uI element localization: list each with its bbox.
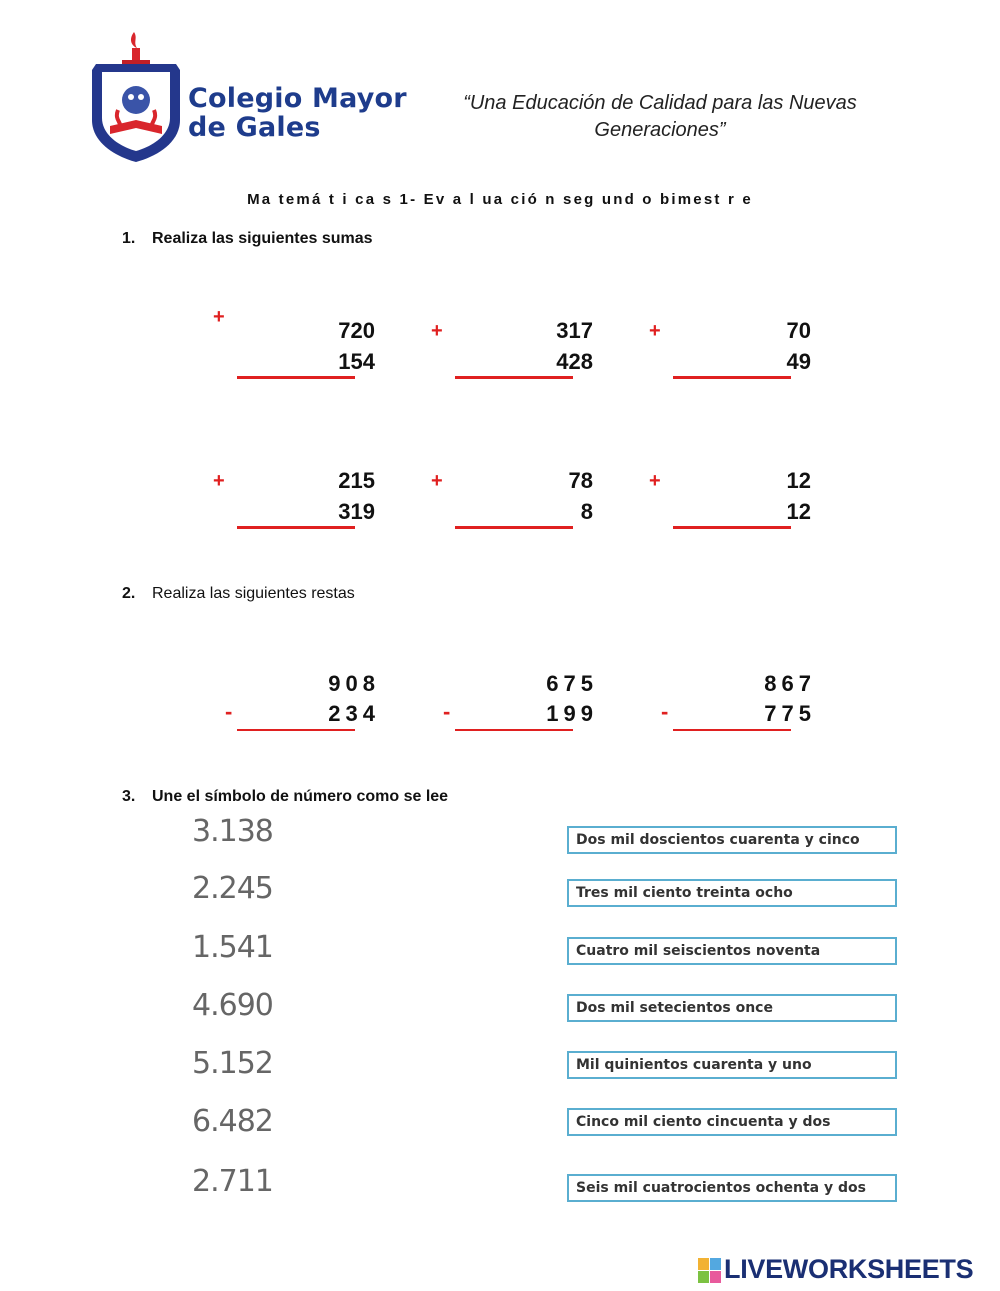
- sum-operation-6[interactable]: [649, 468, 856, 538]
- result-line: [673, 526, 791, 529]
- motto-line1: “Una Educación de Calidad para las Nuevas: [463, 92, 857, 114]
- number-words-box[interactable]: Cinco mil ciento cincuenta y dos: [567, 1108, 897, 1136]
- number-words-box[interactable]: Mil quinientos cuarenta y uno: [567, 1051, 897, 1079]
- result-line: [673, 376, 791, 379]
- question-3-title: [122, 788, 448, 806]
- result-line: [237, 376, 355, 379]
- question-1-number: 1.: [122, 230, 136, 247]
- school-motto: [420, 90, 900, 144]
- minuend: 867: [764, 671, 816, 696]
- addend-bottom: 319: [338, 499, 375, 524]
- plus-sign: +: [213, 470, 225, 492]
- addend-top: 720: [338, 318, 375, 343]
- addend-top: 12: [786, 468, 811, 493]
- plus-sign: +: [431, 320, 443, 342]
- number-symbol-item[interactable]: 2.245: [192, 871, 273, 906]
- liveworksheets-icon: [698, 1258, 722, 1284]
- result-line: [455, 376, 573, 379]
- number-symbol-item[interactable]: 6.482: [192, 1104, 273, 1139]
- subtraction-operation-1[interactable]: [220, 671, 420, 741]
- question-3-number: 3.: [122, 788, 136, 805]
- result-line: [673, 729, 791, 731]
- school-name-line2: de Gales: [188, 112, 321, 143]
- addend-top: 317: [556, 318, 593, 343]
- plus-sign: +: [431, 470, 443, 492]
- subtraction-operation-2[interactable]: [438, 671, 638, 741]
- addend-bottom: 12: [786, 499, 811, 524]
- minuend: 908: [328, 671, 380, 696]
- minus-sign: -: [443, 699, 451, 724]
- subtrahend: 199: [546, 701, 598, 726]
- question-3-text: Une el símbolo de número como se lee: [152, 788, 449, 805]
- addend-bottom: 154: [338, 349, 375, 374]
- result-line: [237, 729, 355, 731]
- evaluation-title: Ma temá t i ca s 1- Ev a l ua ció n seg und o bimest r e: [247, 191, 753, 208]
- liveworksheets-wordmark: LIVEWORKSHEETS: [724, 1254, 974, 1284]
- question-1-text: Realiza las siguientes sumas: [152, 230, 373, 247]
- liveworksheets-brand[interactable]: [698, 1254, 998, 1288]
- result-line: [455, 526, 573, 529]
- subtraction-operation-3[interactable]: [656, 671, 856, 741]
- minus-sign: -: [225, 699, 233, 724]
- number-symbol-item[interactable]: 1.541: [192, 930, 273, 965]
- addend-top: 70: [786, 318, 811, 343]
- addend-top: 215: [338, 468, 375, 493]
- number-symbol-item[interactable]: 4.690: [192, 988, 273, 1023]
- number-words-box[interactable]: Seis mil cuatrocientos ochenta y dos: [567, 1174, 897, 1202]
- question-2-text: Realiza las siguientes restas: [152, 585, 355, 602]
- number-symbol-item[interactable]: 3.138: [192, 814, 273, 849]
- addend-bottom: 428: [556, 349, 593, 374]
- number-words-box[interactable]: Dos mil setecientos once: [567, 994, 897, 1022]
- number-words-box[interactable]: Cuatro mil seiscientos noventa: [567, 937, 897, 965]
- number-symbol-item[interactable]: 5.152: [192, 1046, 273, 1081]
- addend-bottom: 49: [786, 349, 811, 374]
- addend-bottom: 8: [580, 499, 593, 524]
- question-1-title: [122, 230, 373, 248]
- number-words-box[interactable]: Dos mil doscientos cuarenta y cinco: [567, 826, 897, 854]
- question-2-number: 2.: [122, 585, 136, 602]
- subtrahend: 775: [764, 701, 816, 726]
- number-symbol-item[interactable]: 2.711: [192, 1164, 273, 1199]
- result-line: [455, 729, 573, 731]
- sum-operation-2[interactable]: [431, 318, 638, 388]
- plus-sign: +: [213, 306, 225, 328]
- motto-line2: Generaciones”: [594, 119, 726, 141]
- question-2-title: [122, 585, 355, 603]
- addend-top: 78: [568, 468, 593, 493]
- minus-sign: -: [661, 699, 669, 724]
- plus-sign: +: [649, 470, 661, 492]
- subtrahend: 234: [328, 701, 380, 726]
- number-words-box[interactable]: Tres mil ciento treinta ocho: [567, 879, 897, 907]
- school-name: [188, 84, 407, 142]
- sum-operation-5[interactable]: [431, 468, 638, 538]
- minuend: 675: [546, 671, 598, 696]
- sum-operation-1[interactable]: [213, 306, 420, 388]
- sum-operation-4[interactable]: [213, 468, 420, 538]
- school-name-line1: Colegio Mayor: [188, 83, 407, 114]
- sum-operation-3[interactable]: [649, 318, 856, 388]
- plus-sign: +: [649, 320, 661, 342]
- result-line: [237, 526, 355, 529]
